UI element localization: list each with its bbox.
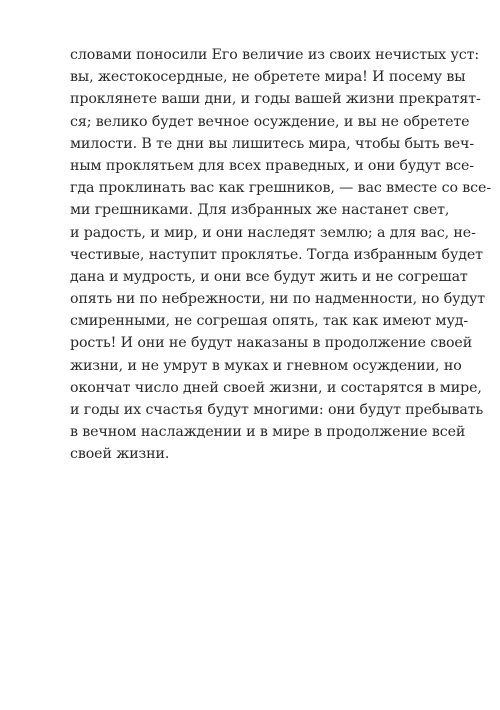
body-text <box>70 44 492 466</box>
text-line-9: и радость, и мир, и они наследят землю; а для вас, не- <box>70 224 476 241</box>
text-line-13: смиренными, не согрешая опять, так как имеют муд- <box>70 313 469 330</box>
text-line-14: рость! И они не будут наказаны в продолжение своей <box>70 335 473 352</box>
text-line-3: проклянете ваши дни, и годы вашей жизни прекратят- <box>70 91 481 108</box>
text-line-8: ми грешниками. Для избранных же настанет свет, <box>70 202 450 219</box>
text-line-4: ся; велико будет вечное осуждение, и вы не обретете <box>70 113 470 130</box>
text-line-1: словами поносили Его величие из своих нечистых уст: <box>70 47 480 63</box>
text-line-18: в вечном наслаждении и в мире в продолжение всей <box>70 424 466 441</box>
text-line-12: опять ни по небрежности, ни по надменности, но будут <box>70 291 486 308</box>
text-line-16: окончат число дней своей жизни, и состарятся в мире, <box>70 379 482 396</box>
text-line-15: жизни, и не умрут в муках и гневном осуждении, но <box>70 357 462 374</box>
text-line-19: своей жизни. <box>70 446 170 463</box>
text-line-10: честивые, наступит проклятье. Тогда избранным будет <box>70 246 483 263</box>
text-line-6: ным проклятьем для всех праведных, и они будут все- <box>70 157 474 174</box>
text-line-11: дана и мудрость, и они все будут жить и не согрешат <box>70 268 468 285</box>
text-line-17: и годы их счастья будут многими: они будут пребывать <box>70 402 484 418</box>
text-line-5: милости. В те дни вы лишитесь мира, чтобы быть веч- <box>70 135 475 152</box>
text-line-7: гда проклинать вас как грешников, — вас вместе со все- <box>70 180 492 197</box>
text-line-2: вы, жестокосердные, не обретете мира! И посему вы <box>70 69 466 86</box>
